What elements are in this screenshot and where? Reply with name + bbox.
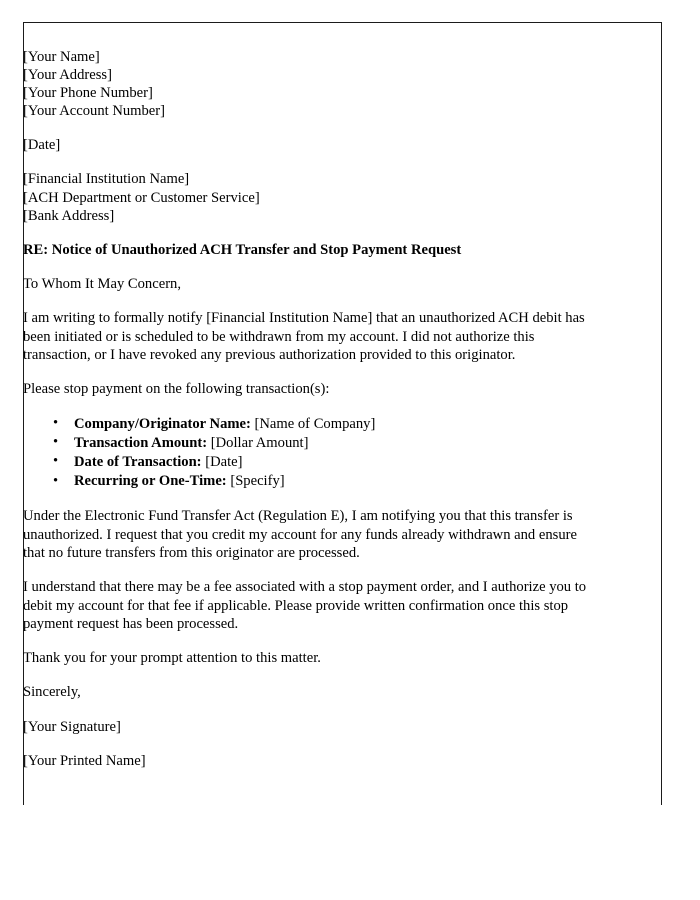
transaction-field-label: Company/Originator Name: <box>74 415 251 432</box>
list-item <box>53 415 603 434</box>
salutation: To Whom It May Concern, <box>23 276 181 293</box>
transaction-field-label: Recurring or One-Time: <box>74 473 227 490</box>
signature-line: [Your Signature] <box>23 718 121 735</box>
list-item <box>53 434 603 453</box>
transaction-details-list <box>23 415 603 492</box>
body-paragraph-3: I understand that there may be a fee associated with a stop payment order, and I authorize you to debit my account for that fee if applicable. Please provide written confirmation once this stop payment request has been processed. <box>23 579 587 632</box>
recipient-bank-address-line: [Bank Address] <box>23 207 115 224</box>
sender-phone-line: [Your Phone Number] <box>23 85 153 102</box>
transaction-field-value: [Name of Company] <box>254 415 376 432</box>
letter-document <box>23 26 603 786</box>
sender-account-line: [Your Account Number] <box>23 103 166 120</box>
body-paragraph-1: I am writing to formally notify [Financial Institution Name] that an unauthorized ACH debit has been initiated or is scheduled to be withdrawn from my account. I did not authorize this transaction, or I have revoked any previous authorization provided to this originator. <box>23 310 585 363</box>
transaction-field-label: Transaction Amount: <box>74 434 208 451</box>
date-block <box>23 136 603 154</box>
transaction-field-value: [Specify] <box>230 473 285 490</box>
list-item <box>53 472 603 491</box>
transaction-field-value: [Date] <box>205 453 243 470</box>
recipient-institution-line: [Financial Institution Name] <box>23 171 190 188</box>
date-line: [Date] <box>23 137 61 154</box>
body-paragraph-2: Under the Electronic Fund Transfer Act (Regulation E), I am notifying you that this transfer is unauthorized. I request that you credit my account for any funds already withdrawn and ensure that no future transfers from this originator are processed. <box>23 508 577 561</box>
transaction-list-intro: Please stop payment on the following transaction(s): <box>23 381 330 398</box>
body-paragraph-4: Thank you for your prompt attention to this matter. <box>23 650 321 667</box>
transaction-field-value: [Dollar Amount] <box>210 434 309 451</box>
closing-salutation: Sincerely, <box>23 684 81 701</box>
recipient-address-block <box>23 170 603 224</box>
list-item <box>53 453 603 472</box>
sender-address-block <box>23 48 603 120</box>
subject-line: RE: Notice of Unauthorized ACH Transfer and Stop Payment Request <box>23 241 462 258</box>
sender-name-line: [Your Name] <box>23 49 100 65</box>
printed-name-line: [Your Printed Name] <box>23 753 146 770</box>
transaction-field-label: Date of Transaction: <box>74 453 202 470</box>
sender-address-line: [Your Address] <box>23 67 112 84</box>
recipient-department-line: [ACH Department or Customer Service] <box>23 189 260 206</box>
